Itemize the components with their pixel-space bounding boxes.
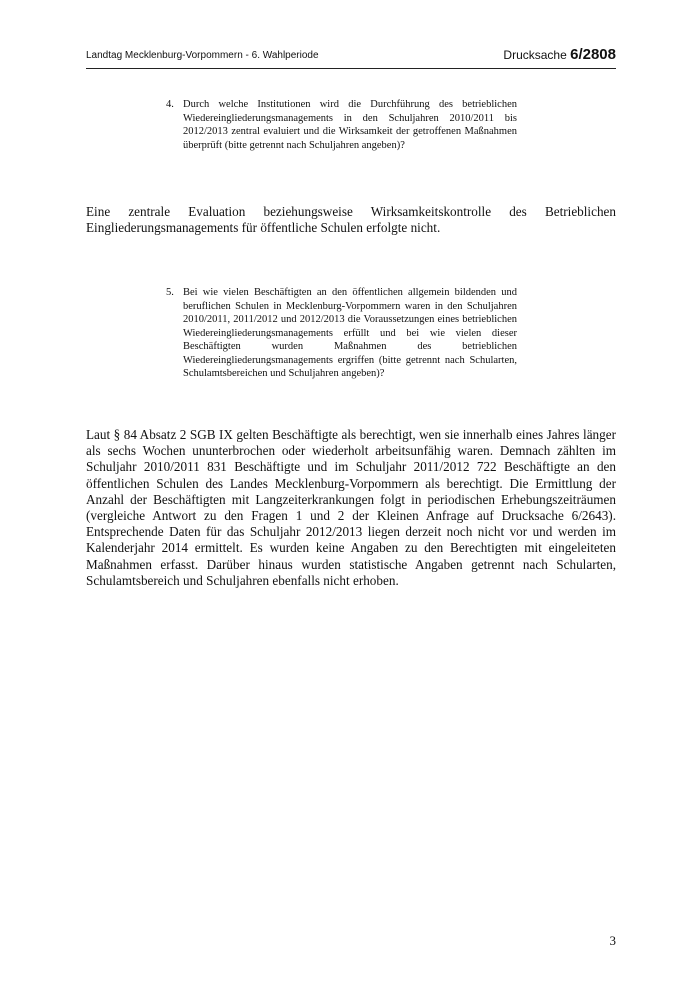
question-5 bbox=[166, 286, 517, 381]
page-number: 3 bbox=[609, 933, 616, 948]
parliament-label: Landtag Mecklenburg-Vorpommern - 6. Wahlperiode bbox=[86, 50, 319, 61]
question-text: Bei wie vielen Beschäftigten an den öffentlichen allgemein bildenden und beruflichen Schulen in Mecklenburg-Vorpommern waren in den Schuljahren 2010/2011, 2011/2012 und 2012/2013 die Voraussetzungen eines betrieblichen Wiedereingliederungsmanagements erfüllt und bei wie vielen dieser Beschäftigten wurden Maßnahmen des betrieblichen Wiedereingliederungsmanagements ergriffen (bitte getrennt nach Schularten, Schulamtsbereichen und Schuljahren angeben)? bbox=[183, 287, 517, 379]
document-reference bbox=[503, 46, 616, 63]
question-text: Durch welche Institutionen wird die Durchführung des betrieblichen Wiedereingliederungsmanagements in den Schuljahren 2010/2011 bis 2012/2013 zentral evaluiert und die Wirksamkeit der getroffenen Maßnahmen überprüft (bitte getrennt nach Schuljahren angeben)? bbox=[183, 99, 517, 151]
question-number: 5. bbox=[166, 287, 174, 298]
page-header bbox=[86, 46, 616, 69]
answer-5: Laut § 84 Absatz 2 SGB IX gelten Beschäftigte als berechtigt, wen sie innerhalb eines Jahres länger als sechs Wochen ununterbrochen oder wiederholt arbeitsunfähig waren. Demnach zählten im Schuljahr 2010/2011 831 Beschäftigte und im Schuljahr 2011/2012 722 Beschäftigte an den öffentlichen Schulen des Landes Mecklenburg-Vorpommern als berechtigt. Die Ermittlung der Anzahl der Beschäftigten mit Langzeiterkrankungen folgt in periodischen Erhebungszeiträumen (vergleiche Antwort zu den Fragen 1 und 2 der Kleinen Anfrage auf Drucksache 6/2643). Entsprechende Daten für das Schuljahr 2012/2013 liegen derzeit noch nicht vor und werden im Kalenderjahr 2014 ermittelt. Es wurden keine Angaben zu den Berechtigten mit eingeleiteten Maßnahmen erfasst. Darüber hinaus wurden statistische Angaben getrennt nach Schularten, Schulamtsbereich und Schuljahren ebenfalls nicht erhoben. bbox=[86, 427, 616, 588]
question-4 bbox=[166, 98, 517, 152]
question-number: 4. bbox=[166, 99, 174, 110]
document-label: Drucksache bbox=[503, 48, 571, 62]
document-number: 6/2808 bbox=[570, 46, 616, 63]
answer-4: Eine zentrale Evaluation beziehungsweise Wirksamkeitskontrolle des Betrieblichen Eingliederungsmanagements für öffentliche Schulen erfolgte nicht. bbox=[86, 204, 616, 236]
